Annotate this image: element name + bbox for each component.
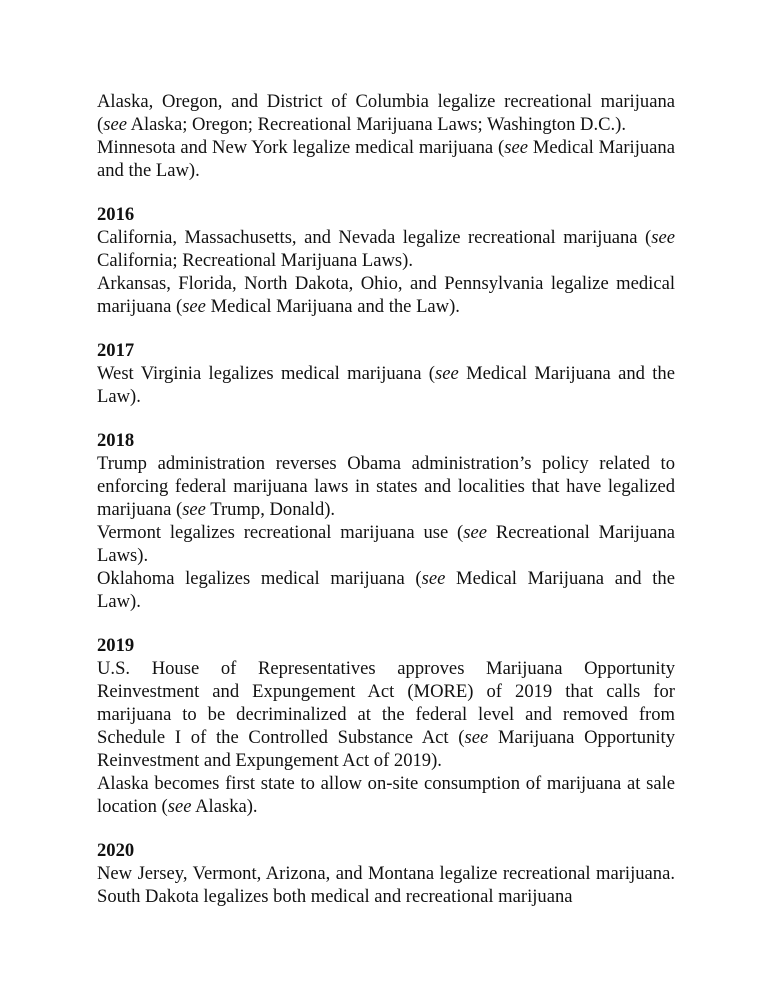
timeline-entry: Minnesota and New York legalize medical marijuana (see Medical Marijuana and the Law). (97, 137, 675, 181)
see-reference: see (504, 137, 528, 158)
year-heading: 2016 (97, 204, 135, 225)
see-reference: see (103, 114, 127, 135)
see-reference: see (651, 227, 675, 248)
section-2019 (97, 634, 675, 818)
see-reference: see (182, 296, 206, 317)
year-heading: 2019 (97, 635, 135, 656)
year-heading: 2017 (97, 340, 135, 361)
timeline-entry: West Virginia legalizes medical marijuana (see Medical Marijuana and the Law). (97, 363, 675, 407)
timeline-entry: Arkansas, Florida, North Dakota, Ohio, and Pennsylvania legalize medical marijuana (see Medical Marijuana and the Law). (97, 273, 675, 317)
see-reference: see (464, 727, 489, 748)
timeline-entry: Alaska becomes first state to allow on-site consumption of marijuana at sale location (see Alaska). (97, 773, 675, 817)
see-reference: see (182, 499, 206, 520)
timeline-entry: Trump administration reverses Obama administration’s policy related to enforcing federal marijuana laws in states and localities that have legalized marijuana (see Trump, Donald). (97, 453, 675, 520)
see-reference: see (167, 796, 192, 817)
timeline-entry: Vermont legalizes recreational marijuana use (see Recreational Marijuana Laws). (97, 522, 676, 566)
timeline-entry: Oklahoma legalizes medical marijuana (see Medical Marijuana and the Law). (97, 568, 675, 612)
timeline-entry: Alaska, Oregon, and District of Columbia legalize recreational marijuana (see Alaska; Oregon; Recreational Marijuana Laws; Washington D.C.). (97, 91, 675, 135)
section-continued (97, 90, 675, 182)
year-heading: 2018 (97, 430, 135, 451)
see-reference: see (463, 522, 487, 543)
section-2018 (97, 429, 675, 613)
section-2020 (97, 839, 675, 908)
section-2016 (97, 203, 675, 318)
see-reference: see (435, 363, 459, 384)
timeline-entry: New Jersey, Vermont, Arizona, and Montana legalize recreational marijuana. South Dakota legalizes both medical and recreational marijuana (97, 863, 675, 907)
see-reference: see (421, 568, 446, 589)
document-page (97, 90, 675, 908)
section-2017 (97, 339, 675, 408)
year-heading: 2020 (97, 840, 135, 861)
timeline-entry: California, Massachusetts, and Nevada legalize recreational marijuana (see California; Recreational Marijuana Laws). (97, 227, 675, 271)
timeline-entry: U.S. House of Representatives approves Marijuana Opportunity Reinvestment and Expungement Act (MORE) of 2019 that calls for marijuana to be decriminalized at the federal level and removed from Schedule I of the Controlled Substance Act (see Marijuana Opportunity Reinvestment and Expungement Act of 2019). (97, 658, 676, 771)
